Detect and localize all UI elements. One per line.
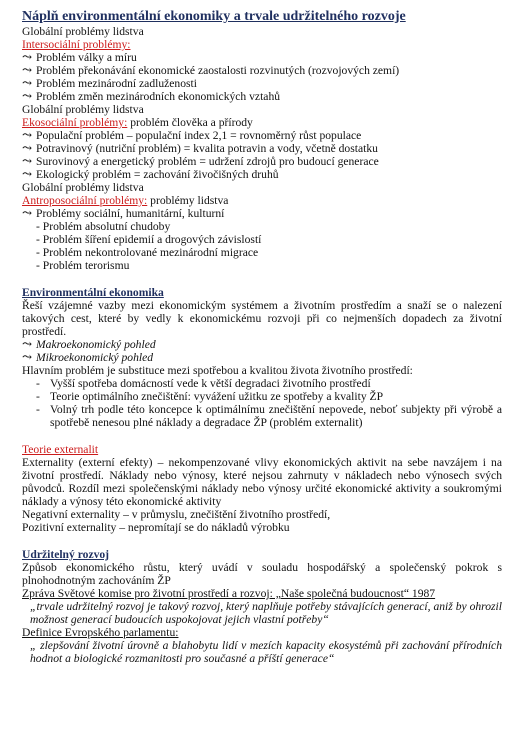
list-item: ⤳ Problém mezinárodní zadluženosti: [22, 76, 197, 90]
report-line: Zpráva Světové komise pro životní prostředí a rozvoj: „Naše společná budoucnost“ 1987: [22, 587, 436, 600]
anthroposocial-heading-line: Antroposociální problémy: problémy lidstva: [22, 194, 229, 207]
sub-item: - Problém šíření epidemií a drogových závislostí: [36, 233, 262, 246]
list-item: ⤳ Populační problém – populační index 2,1 = rovnoměrný růst populace: [22, 128, 362, 142]
paragraph: Řeší vzájemné vazby mezi ekonomickým systémem a životním prostředím a snaží se o nalezení takových cest, které by vedly k ekonomickému rozvoji při co nejmenších dopadech za životní prostředí.: [22, 299, 502, 338]
dash-item: - Teorie optimálního znečištění: vyvážení užitku ze spotřeby a kvality ŽP: [36, 390, 384, 403]
dash-item: - Volný trh podle této koncepce k optimálnímu znečištění nepovede, neboť subjekty při výrobě a spotřebě nenesou plné náklady a degradace ŽP (problém externalit): [36, 403, 502, 429]
global-problems-line: Globální problémy lidstva: [22, 103, 144, 116]
list-item: ⤳ Ekologický problém = zachování živočišných druhů: [22, 167, 279, 181]
section-heading: Environmentální ekonomika: [22, 286, 164, 299]
paragraph: Hlavním problém je substituce mezi spotřebou a kvalitou života životního prostředí:: [22, 364, 413, 377]
bullet-icon: ⤳: [22, 89, 33, 103]
paragraph: Externality (externí efekty) – nekompenzované vlivy ekonomických aktivit na sebe navzájem i na životní prostředí. Náklady nebo výnosy, které nejsou zahrnuty v nákladech nebo výnosech svých původců. Rozdíl mezi společenskými náklady nebo výnosy určité ekonomické aktivity a soukromými náklady a výnosy této ekonomické aktivity: [22, 456, 502, 508]
global-problems-line: Globální problémy lidstva: [22, 181, 144, 194]
list-item: ⤳ Problém změn mezinárodních ekonomických vztahů: [22, 89, 281, 103]
bullet-icon: ⤳: [22, 50, 33, 64]
list-item: ⤳ Surovinový a energetický problém = udržení zdrojů pro budoucí generace: [22, 154, 379, 168]
section-heading: Teorie externalit: [22, 443, 99, 456]
bullet-icon: ⤳: [22, 128, 33, 142]
bullet-icon: ⤳: [22, 141, 33, 155]
intersocial-heading: Intersociální problémy:: [22, 38, 131, 51]
bullet-icon: ⤳: [22, 76, 33, 90]
section-heading: Udržitelný rozvoj: [22, 548, 110, 561]
paragraph: Negativní externality – v průmyslu, znečištění životního prostředí,: [22, 508, 331, 521]
bullet-icon: ⤳: [22, 206, 33, 220]
sub-item: - Problém absolutní chudoby: [36, 220, 171, 233]
list-item: ⤳ Problém překonávání ekonomické zaostalosti rozvinutých (rozvojových zemí): [22, 63, 400, 77]
bullet-icon: ⤳: [22, 63, 33, 77]
quote: „trvale udržitelný rozvoj je takový rozvoj, který naplňuje potřeby stávajících generací, aniž by ohrozil možnost generací budoucích uspokojovat jejich vlastní potřeby“: [30, 600, 502, 626]
list-item: ⤳ Potravinový (nutriční problém) = kvalita potravin a vody, včetně dostatku: [22, 141, 378, 155]
list-item: ⤳ Mikroekonomický pohled: [22, 350, 154, 364]
document-page: [22, 8, 502, 665]
quote: „ zlepšování životní úrovně a blahobytu lidí v mezích kapacity ekosystémů při zachování přírodních hodnot a biologické rozmanitosti pro současné a příští generace“: [30, 639, 502, 665]
paragraph: Způsob ekonomického růstu, který uvádí v souladu hospodářský a společenský pokrok s plnohodnotným zachováním ŽP: [22, 561, 502, 587]
dash-item: - Vyšší spotřeba domácností vede k větší degradaci životního prostředí: [36, 377, 371, 390]
list-item: ⤳ Problém války a míru: [22, 50, 137, 64]
bullet-icon: ⤳: [22, 337, 33, 351]
ecosocial-heading-line: Ekosociální problémy: problém člověka a přírody: [22, 116, 253, 129]
bullet-icon: ⤳: [22, 350, 33, 364]
paragraph: Pozitivní externality – nepromítají se do nákladů výrobku: [22, 521, 290, 534]
definition-line: Definice Evropského parlamentu:: [22, 626, 179, 639]
list-item: ⤳ Makroekonomický pohled: [22, 337, 156, 351]
bullet-icon: ⤳: [22, 154, 33, 168]
sub-item: - Problém nekontrolované mezinárodní migrace: [36, 246, 259, 259]
global-problems-line: Globální problémy lidstva: [22, 25, 144, 38]
bullet-icon: ⤳: [22, 167, 33, 181]
page-title: Náplň environmentální ekonomiky a trvale udržitelného rozvoje: [22, 9, 406, 24]
sub-item: - Problém terorismu: [36, 259, 130, 272]
list-item: ⤳ Problémy sociální, humanitární, kulturní: [22, 206, 225, 220]
